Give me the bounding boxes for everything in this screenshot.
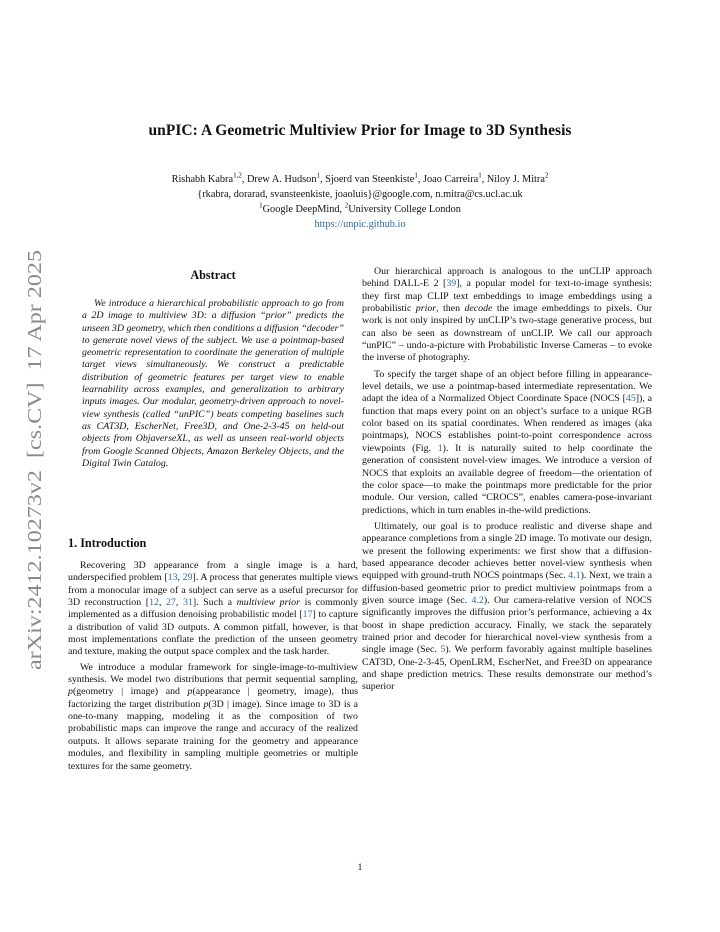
abstract-text: We introduce a hierarchical probabilistic approach to go from a 2D image to multiview 3D: a diffusion “prior” predicts the unseen 3D geometry, which then conditions a diffusion “decoder” to generate novel views of the subject. We use a pointmap-based geometric representation to coordinate the generation of multiple target views simultaneously. We construct a predictable distribution of geometric features per target view to enable learnability across examples, and generalization to arbitrary inputs images. Our modular, geometry-driven approach to novel-view synthesis (called “unPIC”) beats competing baselines such as CAT3D, EscherNet, Free3D, and One-2-3-45 on held-out objects from ObjaverseXL, as well as unseen real-world objects from Google Scanned Objects, Amazon Berkeley Objects, and the Digital Twin Catalog. (82, 298, 344, 469)
author-affiliation-sup: 1 (316, 171, 320, 180)
author-affiliation-sup: 1 (478, 171, 482, 180)
project-url-link[interactable]: https://unpic.github.io (314, 219, 406, 230)
text-run: , (177, 572, 183, 584)
author-name: Drew A. Hudson (246, 174, 317, 185)
text-run: ). We perform favorably against multiple baselines CAT3D, One-2-3-45, OpenLRM, EscherNet, and Free3D on appearance and shape prediction metrics. These results demonstrate our method’s superior (362, 644, 652, 693)
math-symbol: p (203, 698, 209, 710)
text-run: ). Our camera-relative version of NOCS significantly improves the diffusion prior’s performance, achieving a 4x boost in shape prediction accuracy. Finally, we stack the separately trained prior and decoder for hierarchical novel-view synthesis from a single image (Sec. (362, 594, 652, 656)
text-run: Our hierarchical approach is analogous to the unCLIP approach behind DALL-E 2 [ (362, 266, 652, 290)
math-symbol: p (187, 686, 193, 698)
author-affiliation-sup: 1 (414, 171, 418, 180)
text-run: , then (436, 303, 465, 315)
text-run: is commonly implemented as a diffusion denoising probabilistic model [ (68, 597, 359, 621)
author-separator: , (319, 174, 326, 185)
citation-link[interactable]: 39 (446, 278, 457, 290)
citation-link[interactable]: 31 (183, 597, 193, 609)
author-name: Joao Carreira (423, 174, 479, 185)
affiliation-ucl: University College London (348, 204, 461, 215)
affiliation-sup: 2 (344, 201, 349, 210)
citation-link[interactable]: 27 (166, 597, 176, 609)
abstract-heading: Abstract (190, 268, 236, 282)
text-run: (geometry | image) and (72, 686, 188, 698)
right-paragraph-1 (362, 266, 652, 365)
section-heading-introduction: 1. Introduction (68, 536, 147, 550)
author-emails: {rkabra, dorarad, svansteenkiste, joaoluis}@google.com, n.mitra@cs.ucl.ac.uk (197, 189, 523, 200)
arxiv-stamp-svg (18, 250, 48, 670)
author-affiliation-sup: 1,2 (233, 171, 242, 180)
text-run: (3D | image). Since image to 3D is a one-to-many mapping, modeling it as the composition of two probabilistic maps can improve the range and accuracy of the realized outputs. It allows separate training for the geometry and appearance modules, and flexibility in sampling multiple geometries or multiple textures for the same geometry. (68, 698, 358, 772)
math-symbol: p (68, 686, 73, 698)
text-run: ). It is naturally suited to help coordinate the generation of consistent novel-view images. We introduce a version of NOCS that exploits an available degree of freedom—the orientation of the color space—to make the pointmaps more predictable for the prior module. Our version, called “CROCS”, enables camera-pose-invariant predictions, which in turn enables in-the-wild predictions. (362, 442, 652, 516)
emphasis-text: multiview prior (236, 597, 300, 609)
right-column (362, 266, 652, 694)
author-name: Sjoerd van Steenkiste (325, 174, 415, 185)
author-block (60, 172, 660, 232)
paper-title: unPIC: A Geometric Multiview Prior for Image to 3D Synthesis (148, 122, 572, 139)
author-list (60, 172, 660, 187)
citation-link[interactable]: 12 (149, 597, 159, 609)
arxiv-identifier: arXiv:2412.10273v2 [cs.CV] 17 Apr 2025 (24, 312, 46, 670)
affiliation-google: Google DeepMind, (262, 204, 345, 215)
right-paragraph-3 (362, 521, 652, 694)
text-run: ). Next, we train a diffusion-based geometric prior to predict multiview pointmaps from a given source image (Sec. (362, 570, 653, 606)
text-run: , (175, 597, 184, 609)
author-separator: , (417, 174, 424, 185)
citation-link[interactable]: 29 (182, 572, 193, 584)
arxiv-side-stamp (18, 250, 48, 670)
section-reference-link[interactable]: 4.2 (471, 594, 484, 606)
section-reference-link[interactable]: 5 (440, 644, 446, 656)
text-run: (appearance | geometry, image), thus factorizing the target distribution (68, 686, 358, 710)
citation-link[interactable]: 13 (167, 572, 178, 584)
text-run: To specify the target shape of an object before filling in appearance-level details, we use a pointmap-based intermediate representation. We adapt the idea of a Normalized Object Coordinate Space (NOCS [ (362, 368, 652, 405)
intro-paragraph-1 (68, 560, 358, 659)
text-run: Recovering 3D appearance from a single image is a hard, underspecified problem [ (68, 560, 358, 584)
author-affiliation-sup: 2 (544, 171, 549, 180)
section-reference-link[interactable]: 4.1 (568, 570, 581, 582)
citation-link[interactable]: 45 (625, 393, 636, 405)
text-run: ]. Such a (192, 597, 237, 609)
affiliation-sup: 1 (259, 201, 263, 210)
author-separator: , (481, 174, 487, 185)
text-run: the image embeddings to pixels. Our work is not only inspired by unCLIP’s two-stage generative process, but can also be seen as downstream of unCLIP. We call our approach “unPIC” – undo-a-picture with Probabilistic Inverse Cameras – to evoke the inverse of photography. (362, 303, 652, 364)
page-number: 1 (357, 862, 363, 873)
author-name: Niloy J. Mitra (486, 174, 545, 185)
text-run: , (158, 597, 167, 609)
intro-column (68, 560, 358, 773)
intro-paragraph-2 (68, 662, 358, 773)
text-run: Ultimately, our goal is to produce realistic and diverse shape and appearance completions from a single 2D image. To motivate our design, we present the following experiments: we first show that a diffusion-based appearance decoder achieves better novel-view synthesis when equipped with ground-truth NOCS pointmaps (Sec. (362, 520, 652, 582)
text-run: ] to capture a distribution of valid 3D outputs. A common pitfall, however, is that most implementations conflate the prediction of the unseen geometry and texture, making the output space complex and the task harder. (68, 609, 358, 658)
citation-link[interactable]: 17 (302, 609, 313, 621)
emphasis-text: decode (464, 303, 493, 315)
text-run: ], a popular model for text-to-image synthesis: they first map CLIP text embeddings to image embeddings using a probabilistic (362, 278, 653, 315)
author-separator: , (241, 174, 247, 185)
right-paragraph-2 (362, 369, 652, 517)
text-run: ]. A process that generates multiple views from a monocular image of a subject can serve as a useful precursor for 3D reconstruction [ (68, 572, 358, 609)
emphasis-text: prior (415, 303, 437, 315)
text-run: We introduce a modular framework for single-image-to-multiview synthesis. We model two distributions that permit sequential sampling, (68, 661, 358, 686)
figure-reference-link[interactable]: 1 (437, 442, 443, 454)
text-run: ]), a function that maps every point on an object’s surface to a unique RGB color based on its spatial coordinates. When rendered as images (aka pointmaps), NOCS establishes point-to-point correspondence across viewpoints (Fig. (362, 393, 652, 454)
author-name: Rishabh Kabra (171, 174, 234, 185)
affiliations (60, 202, 660, 217)
